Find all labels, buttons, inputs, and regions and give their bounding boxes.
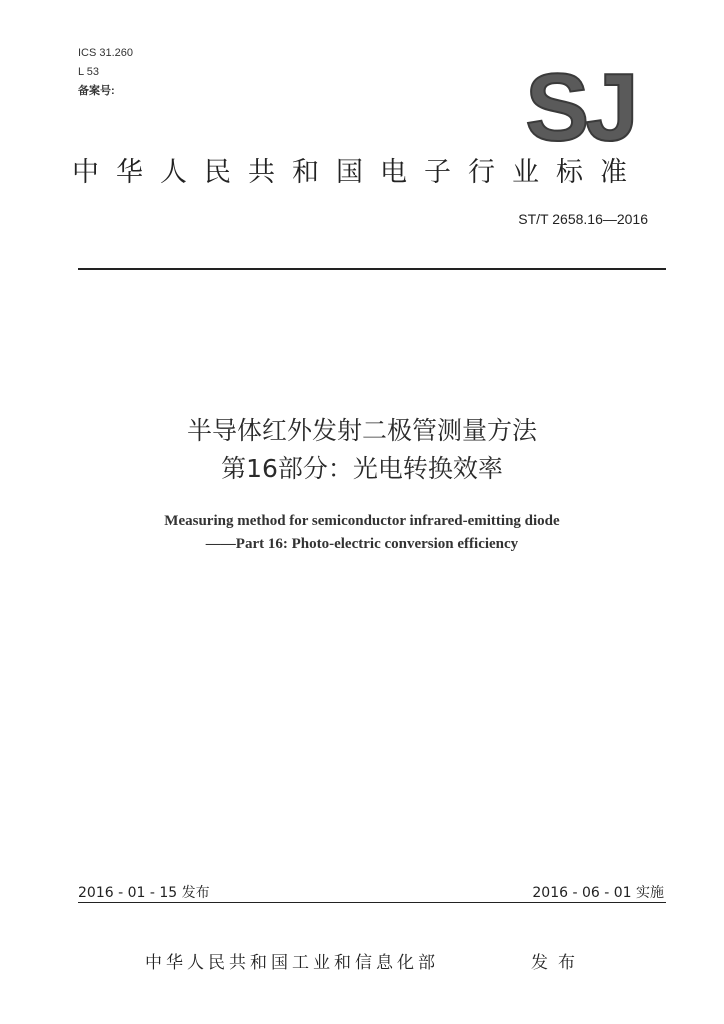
ics-code: ICS 31.260 — [78, 47, 134, 59]
header-divider — [78, 268, 666, 270]
chinese-title-line-2: 第16部分：光电转换效率 — [221, 454, 503, 483]
date-divider — [78, 902, 666, 903]
standard-category-title: 中华人民共和国电子行业标准 — [72, 157, 644, 188]
filing-number-label: 备案号: — [78, 85, 115, 97]
issue-date: 2016 - 01 - 15 发布 — [78, 885, 210, 901]
issuing-label: 发布 — [531, 953, 585, 973]
category-code: L 53 — [78, 66, 100, 78]
header-metadata — [78, 44, 133, 101]
implementation-date: 2016 - 06 - 01 实施 — [532, 885, 664, 901]
english-title-line-1: Measuring method for semiconductor infrared-emitting diode — [164, 513, 560, 529]
standard-number: ST/T 2658.16—2016 — [518, 211, 648, 227]
issuing-authority: 中华人民共和国工业和信息化部 — [145, 953, 439, 973]
sj-logo-text: SJ — [525, 60, 635, 150]
chinese-title-line-1: 半导体红外发射二极管测量方法 — [186, 416, 537, 445]
sj-logo — [522, 60, 638, 150]
english-title-line-2: ——Part 16: Photo-electric conversion efficiency — [205, 536, 519, 552]
